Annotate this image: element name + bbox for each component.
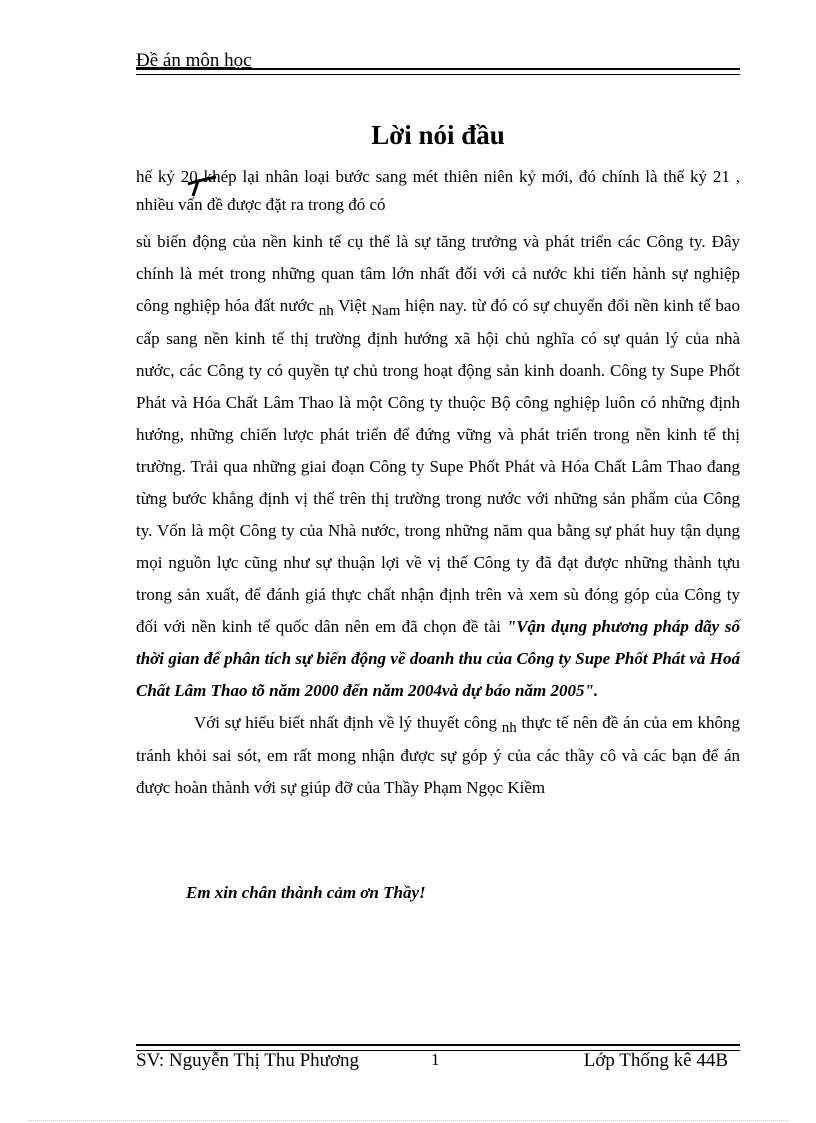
main-text-1: sù biến động của nền kinh tế cụ thể là sự tăng trưởng và phát triển các Công ty. Đây chính là mét trong những quan tâm lớn nhất đối với cả nước khi tiến hành sự nghiệp công nghiệp hóa đất nước [136, 232, 740, 315]
header-title: Đề án môn học [136, 50, 252, 71]
closing-text-2: thực tế nên đề án của em không tránh khỏi sai sót, em rất mong nhận được sự góp ý của các thầy cô và các bạn để án được hoàn thành với sự giúp đỡ của Thầy Phạm Ngọc Kiềm [136, 713, 740, 797]
nh-fragment: nh [318, 303, 334, 319]
footer-class: Lớp Thống kê 44B [583, 1050, 728, 1071]
closing-text-1: Với sự hiểu biết nhất định về lý thuyết công [194, 713, 502, 732]
intro-paragraph: hế kỷ 20 khép lại nhân loại bước sang mét thiên niên kỷ mới, đó chính là thế kỷ 21 , nhiều vấn đề được đặt ra trong đó có [136, 167, 740, 214]
header-rule [136, 68, 740, 75]
body-text [136, 163, 740, 804]
closing-paragraph [136, 707, 740, 804]
nam-fragment: Nam [371, 303, 401, 319]
footer-author: SV: Nguyễn Thị Thu Phương [136, 1050, 360, 1071]
nh-fragment-2: nh [501, 720, 517, 736]
main-paragraph [136, 226, 740, 707]
page-number: 1 [431, 1050, 440, 1069]
project-topic: "Vận dụng phương pháp dãy số thời gian để phân tích sự biến động về doanh thu của Công ty Supe Phốt Phát và Hoá Chất Lâm Thao tõ năm 2000 đến năm 2004và dự báo năm 2005". [136, 617, 740, 700]
main-text-3: hiện nay. từ đó có sự chuyển đổi nền kinh tế bao cấp sang nền kinh tế thị trường định hướng xã hội chủ nghĩa có sự quản lý của nhà nước, các Công ty có quyền tự chủ trong hoạt động sản kinh doanh. Công ty Supe Phốt Phát và Hóa Chất Lâm Thao là một Công ty thuộc Bộ công nghiệp luôn có những định hướng, những chiến lược phát triển để đứng vững và phát triển trong nền kinh tế thị trường. Trải qua những giai đoạn Công ty Supe Phốt Phát và Hóa Chất Lâm Thao đang từng bước khẳng định vị thế trên thị trường trong nước với những sản phẩm của Công ty. Vốn là một Công ty của Nhà nước, trong những năm qua bằng sự phát huy tận dụng mọi nguồn lực cũng như sự thuận lợi về vị thế Công ty đã đạt được những thành tựu trong sản xuất, để đánh giá thực chất nhận định trên và xem sù đóng góp của Công ty đối với nền kinh tế quốc dân nên em đã chọn đề tài [136, 296, 740, 636]
page-title: Lời nói đầu [371, 120, 505, 150]
main-text-2: Việt [333, 296, 372, 315]
sign-off: Em xin chân thành cảm ơn Thầy! [186, 883, 426, 902]
page-bottom-border [28, 1120, 788, 1121]
